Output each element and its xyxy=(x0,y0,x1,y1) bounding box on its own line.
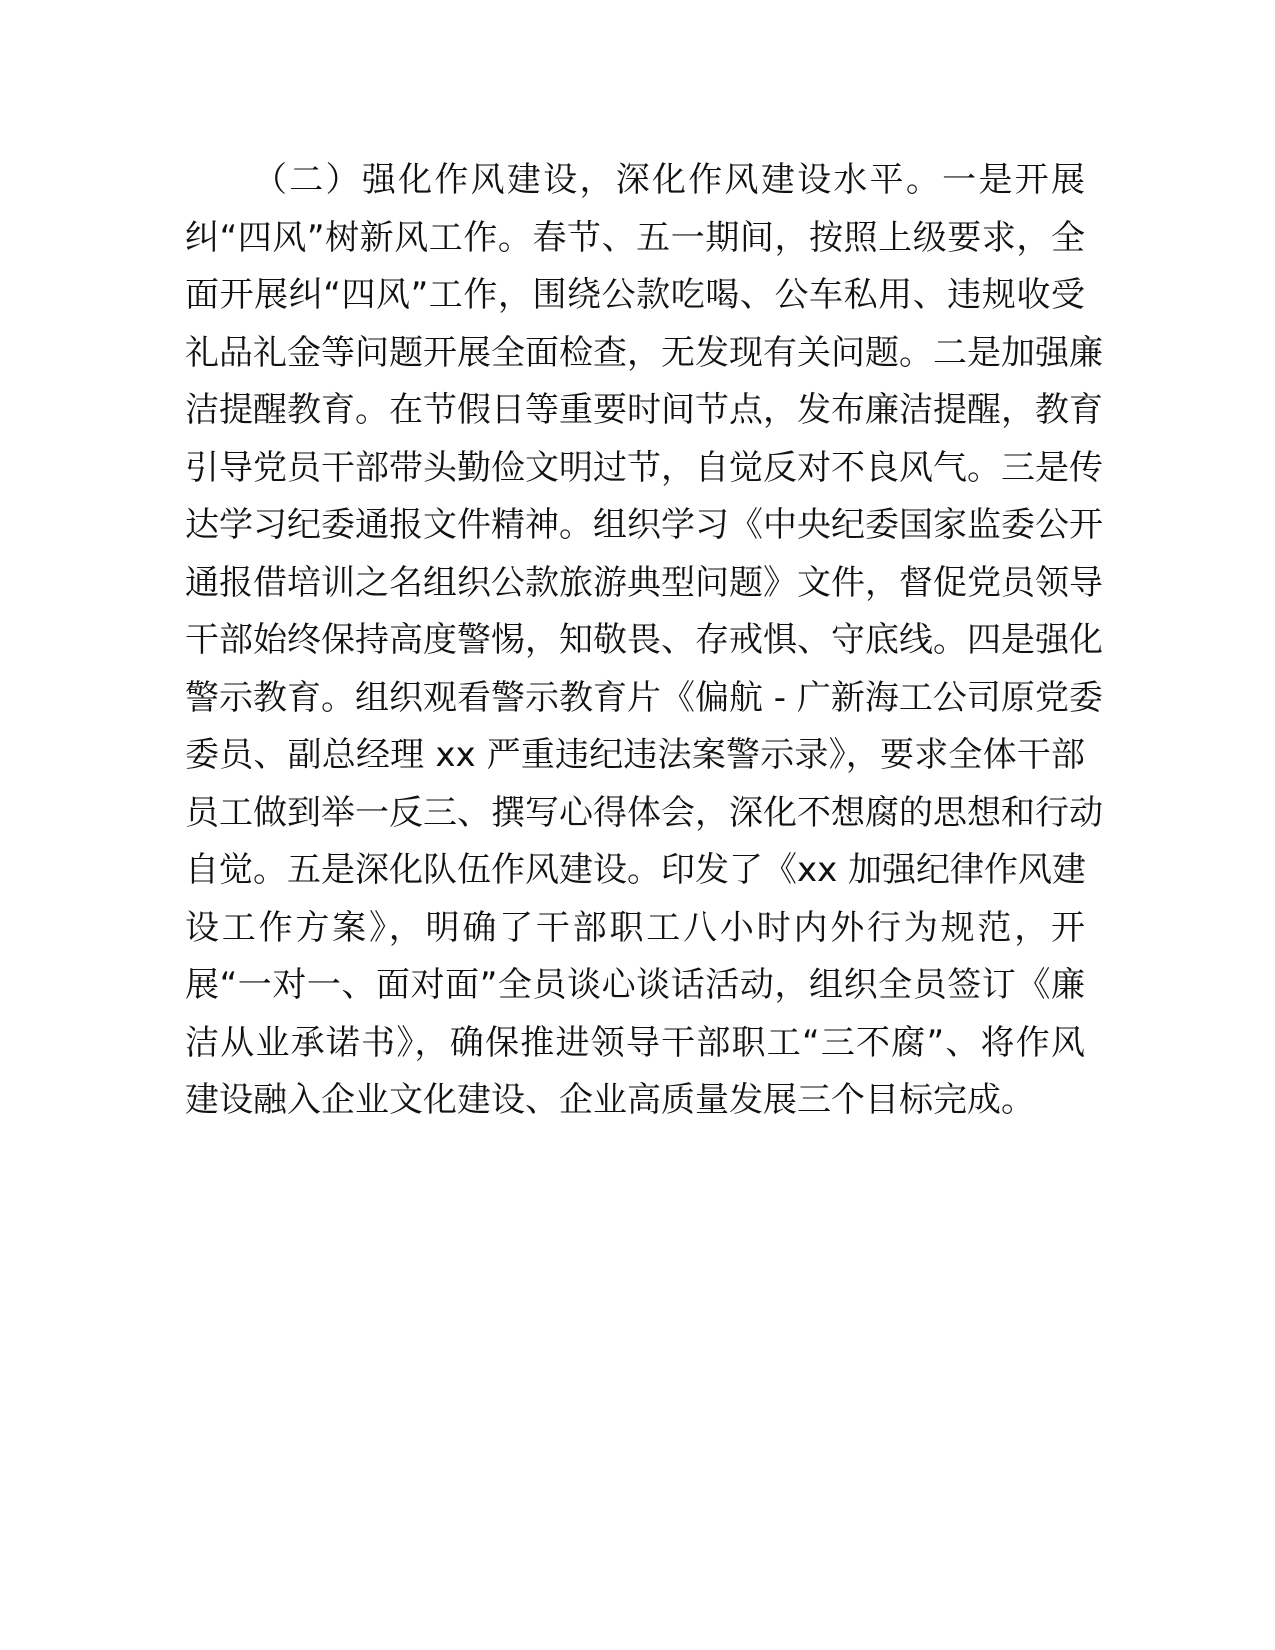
paragraph-line: （二）强化作风建设，深化作风建设水平。一是开展 xyxy=(253,160,1085,200)
paragraph-line: 引导党员干部带头勤俭文明过节，自觉反对不良风气。三是传 xyxy=(185,447,1103,488)
paragraph-line: 委员、副总经理 xx 严重违纪违法案警示录》，要求全体干部 xyxy=(185,735,1085,775)
paragraph-line: 设工作方案》，明确了干部职工八小时内外行为规范，开 xyxy=(185,907,1085,948)
paragraph-line: 礼品礼金等问题开展全面检查，无发现有关问题。二是加强廉 xyxy=(185,332,1103,373)
paragraph-line: 自觉。五是深化队伍作风建设。印发了《xx 加强纪律作风建 xyxy=(185,850,1087,890)
paragraph-line: 员工做到举一反三、撰写心得体会，深化不想腐的思想和行动 xyxy=(185,792,1103,833)
paragraph-line: 纠“四风”树新风工作。春节、五一期间，按照上级要求，全 xyxy=(185,217,1085,258)
paragraph-line: 通报借培训之名组织公款旅游典型问题》文件，督促党员领导 xyxy=(185,562,1103,603)
paragraph-line: 建设融入企业文化建设、企业高质量发展三个目标完成。 xyxy=(185,1080,1035,1120)
paragraph-line: 洁提醒教育。在节假日等重要时间节点，发布廉洁提醒，教育 xyxy=(185,390,1103,430)
paragraph-line: 洁从业承诺书》，确保推进领导干部职工“三不腐”、将作风 xyxy=(185,1022,1085,1063)
paragraph-line: 达学习纪委通报文件精神。组织学习《中央纪委国家监委公开 xyxy=(185,505,1103,545)
paragraph-line: 展“一对一、面对面”全员谈心谈话活动，组织全员签订《廉 xyxy=(185,965,1085,1005)
paragraph-line: 面开展纠“四风”工作，围绕公款吃喝、公车私用、违规收受 xyxy=(185,275,1085,315)
paragraph-line: 干部始终保持高度警惕，知敬畏、存戒惧、守底线。四是强化 xyxy=(185,620,1103,660)
body-paragraph xyxy=(185,152,1103,1130)
paragraph-line: 警示教育。组织观看警示教育片《偏航 - 广新海工公司原党委 xyxy=(185,677,1103,718)
